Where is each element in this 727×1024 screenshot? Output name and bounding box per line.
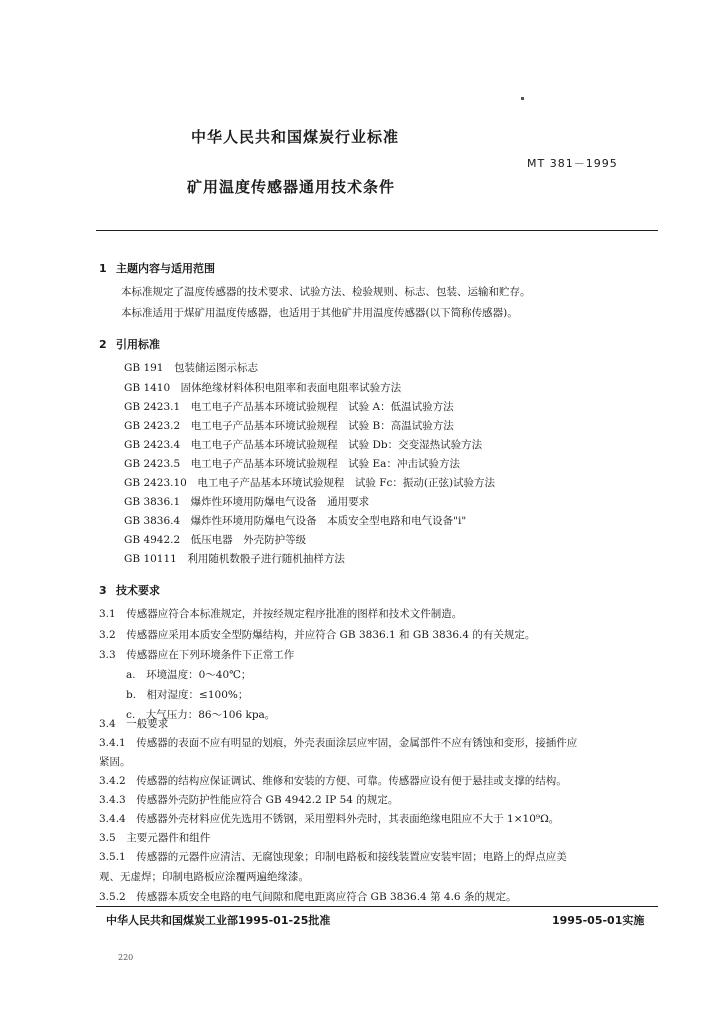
clause-3-3-a: a. 环境温度：0～40℃； (126, 669, 252, 681)
document-title: 矿用温度传感器通用技术条件 (187, 178, 396, 196)
clause-3-4-2: 3.4.2 传感器的结构应保证调试、维修和安装的方便、可靠。传感器应设有便于悬挂或支撑的结构。 (99, 775, 567, 787)
clause-3-3-b: b. 相对湿度：≤100%； (126, 689, 249, 701)
scan-speck (521, 97, 524, 100)
reference-item: GB 191 包装储运图示标志 (124, 362, 258, 374)
implementation-date: 1995-05-01实施 (552, 914, 645, 927)
clause-3-5-1-cont: 观、无虚焊；印制电路板应涂覆两遍绝缘漆。 (99, 871, 309, 883)
clause-3-4-3: 3.4.3 传感器外壳防护性能应符合 GB 4942.2 IP 54 的规定。 (99, 794, 399, 806)
clause-3-4-1: 3.4.1 传感器的表面不应有明显的划痕，外壳表面涂层应牢固，金属部件不应有锈蚀和变形，接插件应 (99, 737, 578, 749)
clause-3-4-4: 3.4.4 传感器外壳材料应优先选用不锈钢，采用塑料外壳时，其表面绝缘电阻应不大于 1×10⁹Ω。 (99, 813, 560, 825)
standard-title: 中华人民共和国煤炭行业标准 (191, 128, 400, 146)
footer-divider (96, 906, 658, 907)
section-title: 技术要求 (116, 584, 160, 597)
section-title: 主题内容与适用范围 (116, 262, 215, 275)
reference-item: GB 2423.10 电工电子产品基本环境试验规程 试验 Fc：振动(正弦)试验方法 (124, 477, 496, 489)
clause-3-5-2: 3.5.2 传感器本质安全电路的电气间隙和爬电距离应符合 GB 3836.4 第 4.6 条的规定。 (99, 891, 517, 903)
section-heading-scope (99, 260, 215, 276)
clause-3-2: 3.2 传感器应采用本质安全型防爆结构，并应符合 GB 3836.1 和 GB 3836.4 的有关规定。 (99, 629, 536, 641)
reference-item: GB 3836.4 爆炸性环境用防爆电气设备 本质安全型电路和电气设备"i" (124, 515, 467, 527)
reference-item: GB 4942.2 低压电器 外壳防护等级 (124, 534, 307, 546)
clause-3-4: 3.4 一般要求 (99, 718, 169, 730)
paragraph: 本标准规定了温度传感器的技术要求、试验方法、检验规则、标志、包装、运输和贮存。 (121, 286, 531, 298)
page-number: 220 (118, 953, 134, 962)
reference-item: GB 2423.5 电工电子产品基本环境试验规程 试验 Ea：冲击试验方法 (124, 458, 460, 470)
section-number: 2 (99, 338, 107, 351)
approval-line: 中华人民共和国煤炭工业部1995-01-25批准 (106, 914, 331, 927)
clause-3-5-1: 3.5.1 传感器的元器件应清洁、无腐蚀现象；印制电路板和接线装置应安装牢固；电路上的焊点应美 (99, 851, 567, 863)
reference-item: GB 2423.2 电工电子产品基本环境试验规程 试验 B：高温试验方法 (124, 420, 454, 432)
section-number: 1 (99, 262, 107, 275)
reference-item: GB 2423.1 电工电子产品基本环境试验规程 试验 A：低温试验方法 (124, 401, 454, 413)
reference-item: GB 2423.4 电工电子产品基本环境试验规程 试验 Db：交变湿热试验方法 (124, 439, 483, 451)
section-heading-references (99, 336, 160, 352)
reference-item: GB 3836.1 爆炸性环境用防爆电气设备 通用要求 (124, 496, 370, 508)
section-title: 引用标准 (116, 338, 160, 351)
section-heading-requirements (99, 582, 160, 598)
section-number: 3 (99, 584, 107, 597)
paragraph: 本标准适用于煤矿用温度传感器，也适用于其他矿井用温度传感器(以下简称传感器)。 (121, 307, 518, 319)
clause-3-1: 3.1 传感器应符合本标准规定，并按经规定程序批准的图样和技术文件制造。 (99, 608, 463, 620)
clause-3-5: 3.5 主要元器件和组件 (99, 832, 211, 844)
standard-code: MT 381－1995 (527, 157, 618, 170)
header-divider (96, 230, 658, 231)
reference-item: GB 10111 利用随机数骰子进行随机抽样方法 (124, 553, 345, 565)
clause-3-4-1-cont: 紧固。 (99, 756, 131, 768)
clause-3-3: 3.3 传感器应在下列环境条件下正常工作 (99, 649, 295, 661)
reference-item: GB 1410 固体绝缘材料体积电阻率和表面电阻率试验方法 (124, 382, 402, 394)
clause-3-3-c: c. 大气压力：86～106 kpa。 (126, 709, 276, 721)
